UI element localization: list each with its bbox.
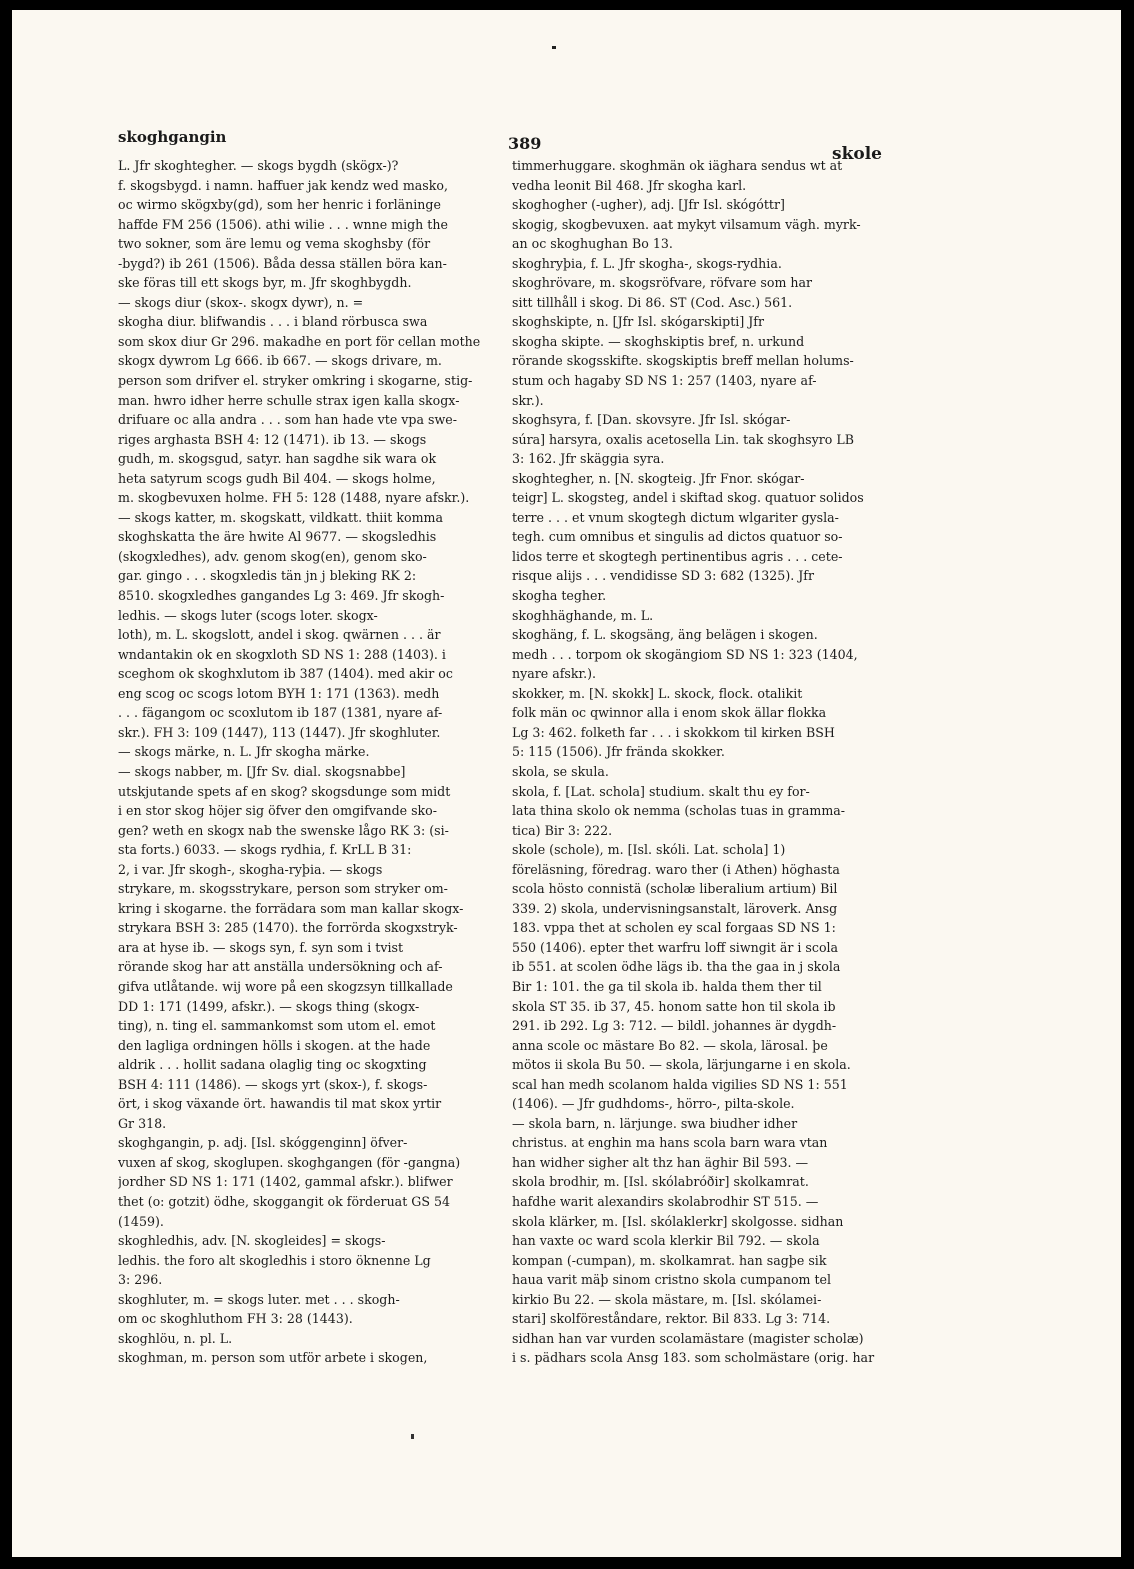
text-line: skoghluter, m. = skogs luter. met . . . skogh- [118, 1291, 400, 1307]
text-line: tica) Bir 3: 222. [512, 822, 613, 838]
text-line: person som drifver el. stryker omkring i skogarne, stig- [118, 373, 473, 389]
text-line: BSH 4: 111 (1486). — skogs yrt (skox-), f. skogs- [118, 1076, 428, 1092]
page-number: 389 [508, 134, 542, 153]
text-line: risque alijs . . . vendidisse SD 3: 682 (1325). Jfr [512, 568, 814, 584]
text-line: (1459). [118, 1213, 164, 1229]
text-line: kring i skogarne. the forrädara som man kallar skogx- [118, 900, 464, 916]
text-line: . . . fägangom oc scoxlutom ib 187 (1381, nyare af- [118, 705, 443, 721]
text-line: medh . . . torpom ok skogängiom SD NS 1: 323 (1404, [512, 646, 858, 662]
text-line: anna scole oc mästare Bo 82. — skola, lärosal. þe [512, 1037, 828, 1053]
text-line: skogx dywrom Lg 666. ib 667. — skogs drivare, m. [118, 353, 442, 369]
text-line: aldrik . . . hollit sadana olaglig ting oc skogxting [118, 1057, 427, 1073]
text-line: vuxen af skog, skoglupen. skoghgangen (för -gangna) [118, 1154, 461, 1170]
text-line: sceghom ok skoghxlutom ib 387 (1404). med akir oc [118, 666, 453, 682]
text-line: skola ST 35. ib 37, 45. honom satte hon til skola ib [512, 998, 836, 1014]
text-line: han widher sigher alt thz han äghir Bil 593. — [512, 1154, 809, 1170]
text-line: 550 (1406). epter thet warfru loff siwngit är i scola [512, 939, 839, 955]
text-line: timmerhuggare. skoghmän ok iäghara sendus wt at [512, 158, 843, 173]
text-line: Bir 1: 101. the ga til skola ib. halda them ther til [512, 978, 822, 994]
text-line: ske föras till ett skogs byr, m. Jfr skoghbygdh. [118, 275, 412, 291]
text-line: scal han medh scolanom halda vigilies SD NS 1: 551 [512, 1076, 848, 1092]
text-line: (1406). — Jfr gudhdoms-, hörro-, pilta-skole. [512, 1096, 795, 1112]
text-line: skoghskipte, n. [Jfr Isl. skógarskipti] Jfr [512, 314, 764, 330]
running-head-right: skole [832, 144, 882, 164]
text-line: scola hösto connistä (scholæ liberalium artium) Bil [512, 881, 838, 897]
text-line: eng scog oc scogs lotom BYH 1: 171 (1363). medh [118, 685, 440, 701]
text-line: — skogs märke, n. L. Jfr skogha märke. [118, 744, 370, 760]
text-line: oc wirmo skögxby(gd), som her henric i forläninge [118, 197, 441, 213]
text-line: skogha tegher. [512, 588, 607, 604]
text-line: han vaxte oc ward scola klerkir Bil 792. — skola [512, 1233, 820, 1249]
text-line: sidhan han var vurden scolamästare (magister scholæ) [512, 1330, 864, 1346]
text-line: heta satyrum scogs gudh Bil 404. — skogs holme, [118, 470, 436, 486]
text-line: haffde FM 256 (1506). athi wilie . . . wnne migh the [118, 216, 448, 232]
text-line: rörande skog har att anställa undersökning och af- [118, 959, 443, 975]
text-line: (skogxledhes), adv. genom skog(en), genom sko- [118, 548, 427, 564]
text-line: stari] skolföreståndare, rektor. Bil 833. Lg 3: 714. [512, 1311, 831, 1327]
text-line: ledhis. the foro alt skogledhis i storo öknenne Lg [118, 1252, 431, 1268]
text-line: thet (o: gotzit) ödhe, skoggangit ok förderuat GS 54 [118, 1193, 450, 1209]
text-line: 2, i var. Jfr skogh-, skogha-ryþia. — skogs [118, 861, 383, 877]
text-line: skoghryþia, f. L. Jfr skogha-, skogs-rydhia. [512, 255, 782, 271]
text-line: tegh. cum omnibus et singulis ad dictos quatuor so- [512, 529, 843, 545]
text-line: 3: 296. [118, 1272, 163, 1288]
text-line: skr.). [512, 392, 544, 408]
text-line: i en stor skog höjer sig öfver den omgifvande sko- [118, 803, 438, 819]
text-line: — skogs diur (skox-. skogx dywr), n. = [118, 294, 364, 310]
printer-mark-bottom [411, 1434, 414, 1439]
text-line: Lg 3: 462. folketh far . . . i skokkom til kirken BSH [512, 724, 835, 740]
running-head-left: skoghgangin [118, 128, 227, 146]
text-line: ting), n. ting el. sammankomst som utom el. emot [118, 1018, 436, 1034]
text-line: skoghrövare, m. skogsröfvare, röfvare som har [512, 275, 813, 291]
text-line: skoghhäghande, m. L. [512, 607, 654, 623]
text-line: skoghsyra, f. [Dan. skovsyre. Jfr Isl. skógar- [512, 412, 791, 428]
text-line: strykare, m. skogsstrykare, person som stryker om- [118, 881, 448, 897]
text-line: loth), m. L. skogslott, andel i skog. qwärnen . . . är [118, 627, 441, 643]
text-line: skr.). FH 3: 109 (1447), 113 (1447). Jfr skoghluter. [118, 724, 441, 740]
text-line: lidos terre et skogtegh pertinentibus agris . . . cete- [512, 548, 843, 564]
text-line: DD 1: 171 (1499, afskr.). — skogs thing (skogx- [118, 998, 420, 1014]
left-column [118, 156, 502, 1368]
text-line: den lagliga ordningen hölls i skogen. at the hade [118, 1037, 431, 1053]
text-line: f. skogsbygd. i namn. haffuer jak kendz wed masko, [118, 177, 448, 193]
text-line: mötos ii skola Bu 50. — skola, lärjungarne i en skola. [512, 1057, 851, 1073]
text-line: kompan (-cumpan), m. skolkamrat. han sagþe sik [512, 1252, 827, 1268]
text-line: 5: 115 (1506). Jfr frända skokker. [512, 744, 725, 760]
text-line: sitt tillhåll i skog. Di 86. ST (Cod. Asc.) 561. [512, 294, 793, 310]
text-line: an oc skoghughan Bo 13. [512, 236, 673, 252]
text-line: i s. pädhars scola Ansg 183. som scholmästare (orig. har [512, 1350, 875, 1366]
text-line: ledhis. — skogs luter (scogs loter. skogx- [118, 607, 378, 623]
text-line: riges arghasta BSH 4: 12 (1471). ib 13. — skogs [118, 431, 427, 447]
text-line: skola, se skula. [512, 763, 609, 779]
text-line: stum och hagaby SD NS 1: 257 (1403, nyare af- [512, 373, 817, 389]
text-line: utskjutande spets af en skog? skogsdunge som midt [118, 783, 451, 799]
text-line: two sokner, som äre lemu og vema skoghsby (för [118, 236, 431, 252]
text-line: terre . . . et vnum skogtegh dictum wlgariter gysla- [512, 509, 839, 525]
text-line: teigr] L. skogsteg, andel i skiftad skog. quatuor solidos [512, 490, 864, 506]
text-line: gudh, m. skogsgud, satyr. han sagdhe sik wara ok [118, 451, 437, 467]
text-line: skoghlöu, n. pl. L. [118, 1330, 233, 1346]
text-line: 8510. skogxledhes gangandes Lg 3: 469. Jfr skogh- [118, 588, 445, 604]
text-line: strykara BSH 3: 285 (1470). the forrörda skogxstryk- [118, 920, 458, 936]
text-line: föreläsning, föredrag. waro ther (i Athen) höghasta [512, 861, 840, 877]
text-line: om oc skoghluthom FH 3: 28 (1443). [118, 1311, 353, 1327]
text-line: skoghäng, f. L. skogsäng, äng belägen i skogen. [512, 627, 818, 643]
text-line: jordher SD NS 1: 171 (1402, gammal afskr.). blifwer [118, 1174, 453, 1190]
dictionary-page [12, 10, 1121, 1557]
text-line: vedha leonit Bil 468. Jfr skogha karl. [512, 177, 747, 193]
text-line: skoghskatta the äre hwite Al 9677. — skogsledhis [118, 529, 437, 545]
text-line: -bygd?) ib 261 (1506). Båda dessa ställen böra kan- [118, 255, 447, 271]
printer-mark [552, 46, 556, 49]
text-line: skokker, m. [N. skokk] L. skock, flock. otalikit [512, 685, 803, 701]
text-line: skoghtegher, n. [N. skogteig. Jfr Fnor. skógar- [512, 470, 805, 486]
text-line: skogha diur. blifwandis . . . i bland rörbusca swa [118, 314, 428, 330]
text-line: hafdhe warit alexandirs skolabrodhir ST 515. — [512, 1193, 819, 1209]
text-line: 3: 162. Jfr skäggia syra. [512, 451, 665, 467]
text-line: som skox diur Gr 296. makadhe en port för cellan mothe [118, 333, 481, 349]
text-line: ört, i skog växande ört. hawandis til mat skox yrtir [118, 1096, 442, 1112]
text-line: skola, f. [Lat. schola] studium. skalt thu ey for- [512, 783, 810, 799]
text-line: lata thina skolo ok nemma (scholas tuas in gramma- [512, 803, 846, 819]
text-line: súra] harsyra, oxalis acetosella Lin. tak skoghsyro LB [512, 431, 854, 447]
text-line: gen? weth en skogx nab the swenske lågo RK 3: (si- [118, 822, 449, 838]
text-line: wndantakin ok en skogxloth SD NS 1: 288 (1403). i [118, 646, 446, 662]
right-column [512, 156, 902, 1368]
text-line: man. hwro idher herre schulle strax igen kalla skogx- [118, 392, 460, 408]
text-line: — skogs nabber, m. [Jfr Sv. dial. skogsnabbe] [118, 763, 406, 779]
text-line: drifuare oc alla andra . . . som han hade vte vpa swe- [118, 412, 457, 428]
text-line: 291. ib 292. Lg 3: 712. — bildl. johannes är dygdh- [512, 1018, 837, 1034]
text-line: skola brodhir, m. [Isl. skólabróðir] skolkamrat. [512, 1174, 809, 1190]
text-line: haua varit mäþ sinom cristno skola cumpanom tel [512, 1272, 832, 1288]
text-line: L. Jfr skoghtegher. — skogs bygdh (skögx-)? [118, 158, 399, 173]
text-line: skoghogher (-ugher), adj. [Jfr Isl. skógóttr] [512, 197, 785, 213]
text-line: sta forts.) 6033. — skogs rydhia, f. KrLL B 31: [118, 842, 412, 858]
text-line: — skogs katter, m. skogskatt, vildkatt. thiit komma [118, 509, 443, 525]
text-line: 183. vppa thet at scholen ey scal forgaas SD NS 1: [512, 920, 836, 936]
text-line: skola klärker, m. [Isl. skólaklerkr] skolgosse. sidhan [512, 1213, 844, 1229]
text-line: skogha skipte. — skoghskiptis bref, n. urkund [512, 333, 805, 349]
text-line: skoghgangin, p. adj. [Isl. skóggenginn] öfver- [118, 1135, 408, 1151]
text-line: ara at hyse ib. — skogs syn, f. syn som i tvist [118, 939, 404, 955]
text-line: christus. at enghin ma hans scola barn wara vtan [512, 1135, 828, 1151]
text-line: skole (schole), m. [Isl. skóli. Lat. schola] 1) [512, 842, 786, 858]
text-line: nyare afskr.). [512, 666, 597, 682]
text-line: gifva utlåtande. wij wore på een skogzsyn tillkallade [118, 978, 453, 994]
text-line: gar. gingo . . . skogxledis tän jn j bleking RK 2: [118, 568, 417, 584]
text-line: — skola barn, n. lärjunge. swa biudher idher [512, 1115, 798, 1131]
text-line: 339. 2) skola, undervisningsanstalt, läroverk. Ansg [512, 900, 838, 916]
text-line: rörande skogsskifte. skogskiptis breff mellan holums- [512, 353, 854, 369]
text-line: kirkio Bu 22. — skola mästare, m. [Isl. skólamei- [512, 1291, 822, 1307]
text-line: ib 551. at scolen ödhe lägs ib. tha the gaa in j skola [512, 959, 841, 975]
text-line: folk män oc qwinnor alla i enom skok ällar flokka [512, 705, 827, 721]
text-line: skoghledhis, adv. [N. skogleides] = skogs- [118, 1233, 386, 1249]
text-line: skoghman, m. person som utför arbete i skogen, [118, 1350, 428, 1366]
text-line: Gr 318. [118, 1115, 167, 1131]
text-line: m. skogbevuxen holme. FH 5: 128 (1488, nyare afskr.). [118, 490, 470, 506]
text-line: skogig, skogbevuxen. aat mykyt vilsamum vägh. myrk- [512, 216, 861, 232]
